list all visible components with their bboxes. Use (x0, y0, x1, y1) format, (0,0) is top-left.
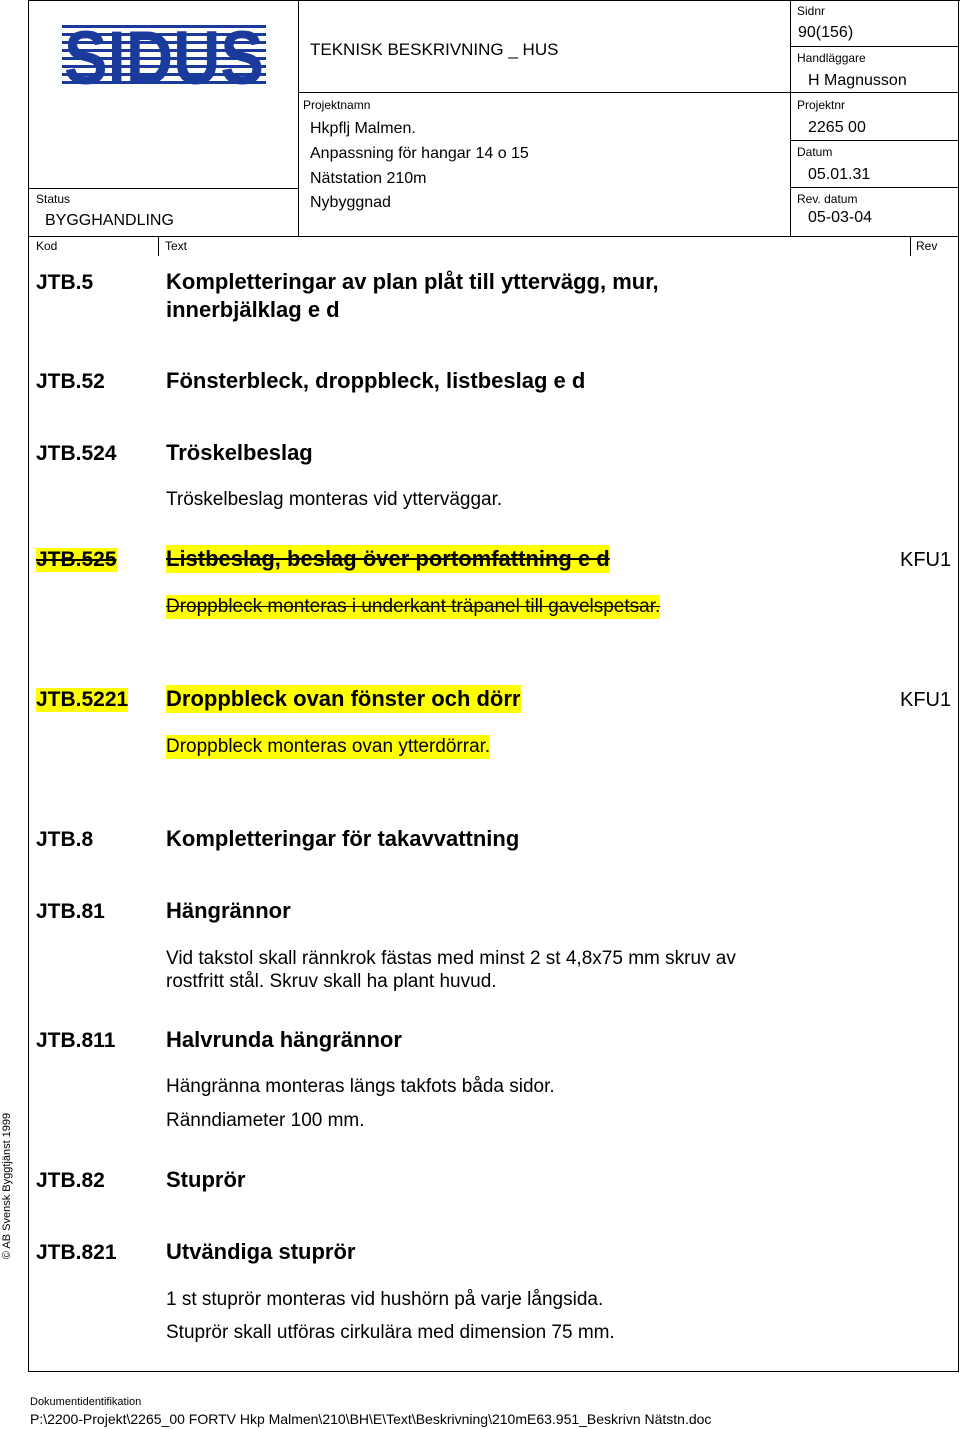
header-divider (28, 236, 959, 237)
revision-mark: KFU1 (900, 689, 952, 711)
section-heading: Kompletteringar av plan plåt till yttervägg, mur, (166, 269, 659, 294)
header-divider (298, 92, 959, 93)
column-text: Text (165, 239, 188, 253)
sidnr-label: Sidnr (797, 4, 826, 18)
header-divider (790, 140, 959, 141)
column-divider (158, 236, 159, 256)
column-kod: Kod (36, 239, 58, 253)
frame-right (958, 0, 959, 1372)
column-rev: Rev (916, 239, 938, 253)
section-body: 1 st stuprör monteras vid hushörn på varje långsida. (166, 1289, 604, 1310)
section-heading: Stuprör (166, 1167, 246, 1192)
section-body: Droppbleck monteras i underkant träpanel till gavelspetsar. (166, 596, 661, 617)
section-heading: innerbjälklag e d (166, 297, 340, 322)
section-code: JTB.5221 (36, 688, 129, 711)
header-divider (790, 187, 959, 188)
revision-mark: KFU1 (900, 549, 952, 571)
section-code: JTB.52 (36, 370, 105, 393)
section-heading: Listbeslag, beslag över portomfattning e d (166, 546, 610, 571)
status-value: BYGGHANDLING (45, 212, 174, 229)
projektnamn-line: Hkpflj Malmen. (310, 120, 416, 137)
revdatum-value: 05-03-04 (808, 209, 873, 226)
handlaggare-label: Handläggare (797, 51, 866, 65)
datum-value: 05.01.31 (808, 166, 871, 183)
frame-left (28, 0, 29, 1372)
section-code: JTB.525 (36, 548, 117, 571)
section-code: JTB.524 (36, 442, 117, 465)
section-body: Vid takstol skall rännkrok fästas med minst 2 st 4,8x75 mm skruv av (166, 948, 736, 969)
section-heading: Halvrunda hängrännor (166, 1027, 402, 1052)
section-code: JTB.821 (36, 1241, 117, 1264)
frame-bottom (28, 1371, 959, 1372)
header-divider (790, 46, 959, 47)
header-divider (790, 0, 791, 236)
header-divider (28, 188, 298, 189)
frame-top (28, 0, 960, 1)
doc-id-label: Dokumentidentifikation (30, 1396, 142, 1408)
section-heading: Kompletteringar för takavvattning (166, 826, 520, 851)
section-heading: Tröskelbeslag (166, 440, 313, 465)
handlaggare-value: H Magnusson (808, 72, 907, 89)
section-body: Stuprör skall utföras cirkulära med dimension 75 mm. (166, 1322, 615, 1343)
section-code: JTB.82 (36, 1169, 105, 1192)
logo-text: SIDUS (64, 16, 264, 101)
sidus-logo (62, 16, 266, 101)
projektnamn-label: Projektnamn (303, 98, 371, 112)
copyright-note: © AB Svensk Byggtjänst 1999 (1, 1112, 13, 1260)
doc-path: P:\2200-Projekt\2265_00 FORTV Hkp Malmen\210\BH\E\Text\Beskrivning\210mE63.951_Beskrivn Nätstn.doc (30, 1411, 712, 1427)
projektnamn-line: Nybyggnad (310, 194, 391, 211)
section-code: JTB.5 (36, 271, 94, 294)
section-heading: Hängrännor (166, 898, 291, 923)
section-heading: Droppbleck ovan fönster och dörr (166, 686, 521, 711)
status-label: Status (36, 192, 71, 206)
sidnr-value: 90(156) (798, 24, 854, 41)
projektnr-label: Projektnr (797, 98, 846, 112)
section-heading: Utvändiga stuprör (166, 1239, 356, 1264)
section-body: Tröskelbeslag monteras vid ytterväggar. (166, 489, 503, 510)
datum-label: Datum (797, 145, 833, 159)
projektnr-value: 2265 00 (808, 119, 866, 136)
section-heading: Fönsterbleck, droppbleck, listbeslag e d (166, 368, 586, 393)
projektnamn-line: Nätstation 210m (310, 170, 427, 187)
section-body: Ränndiameter 100 mm. (166, 1110, 365, 1131)
header-divider (298, 0, 299, 236)
document-title: TEKNISK BESKRIVNING _ HUS (310, 40, 559, 59)
section-code: JTB.81 (36, 900, 105, 923)
section-body: Hängränna monteras längs takfots båda sidor. (166, 1076, 555, 1097)
column-divider (910, 236, 911, 256)
section-body: Droppbleck monteras ovan ytterdörrar. (166, 736, 491, 757)
revdatum-label: Rev. datum (797, 192, 858, 206)
section-body: rostfritt stål. Skruv skall ha plant huvud. (166, 971, 497, 992)
section-code: JTB.8 (36, 828, 94, 851)
projektnamn-line: Anpassning för hangar 14 o 15 (310, 145, 529, 162)
section-code: JTB.811 (36, 1029, 116, 1052)
